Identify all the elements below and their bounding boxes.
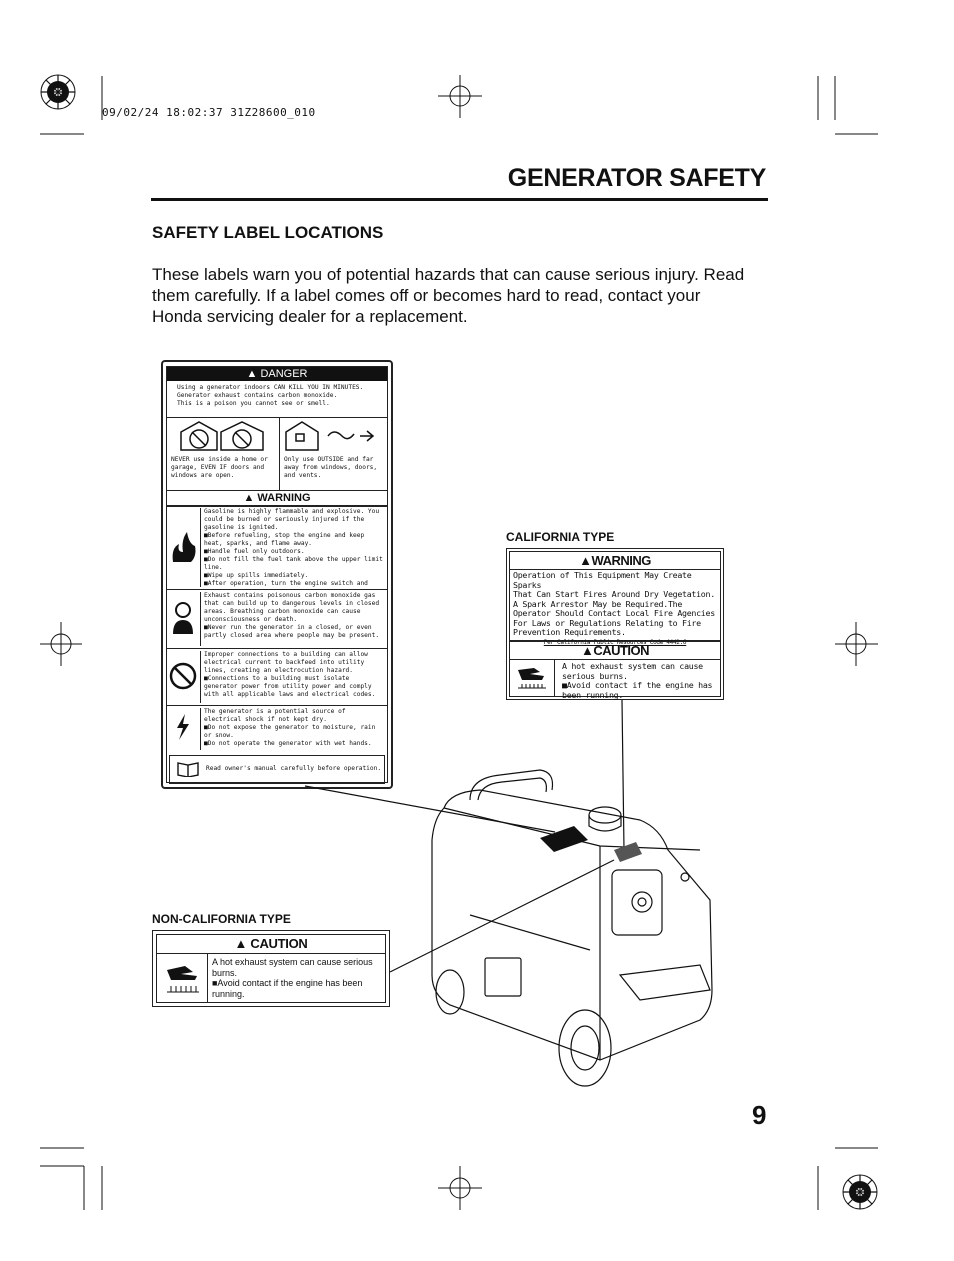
page-title: GENERATOR SAFETY	[507, 164, 766, 192]
exhaust-warning: Exhaust contains poisonous carbon monoxide gas that can build up to dangerous levels in closed areas. Breathing carbon monoxide can cause unconsciousness or death. ■Never run the generator in a closed, or even partly closed area where people may be present.	[167, 589, 387, 648]
carbon-monoxide-icon	[169, 600, 197, 636]
california-warning-header: ▲WARNING	[510, 552, 720, 570]
outside-only-icon	[280, 418, 388, 454]
generator-illustration	[150, 690, 730, 1100]
caution-header: ▲ CAUTION	[157, 935, 385, 954]
no-backfeed-icon	[169, 661, 197, 691]
page-number: 9	[752, 1100, 767, 1130]
backfeed-warning: Improper connections to a building can allow electrical current to backfeed into utility lines, creating an electrocution hazard. ■Connections to a building must isolate generator power from utility power and comply with all applicable laws and electrical codes.	[167, 648, 387, 705]
print-stamp: 09/02/24 18:02:37 31Z28600_010	[102, 106, 316, 119]
section-title: SAFETY LABEL LOCATIONS	[152, 223, 384, 242]
warning-header: ▲ WARNING	[167, 490, 387, 507]
hot-exhaust-hand-icon	[157, 954, 207, 1002]
fire-icon	[169, 526, 197, 566]
california-caution-text: A hot exhaust system can cause serious burns. ■Avoid contact if the engine has been running.	[562, 661, 713, 700]
california-caution-header: ▲CAUTION	[510, 642, 720, 660]
danger-header: ▲ DANGER	[167, 367, 387, 381]
danger-text: Using a generator indoors CAN KILL YOU IN MINUTES. Generator exhaust contains carbon monoxide. This is a poison you cannot see or smell.	[177, 384, 364, 407]
caution-label-non-california	[152, 930, 390, 1007]
caution-text: A hot exhaust system can cause serious burns. ■Avoid contact if the engine has been running.	[212, 957, 373, 999]
hot-surface-hand-icon	[510, 660, 554, 694]
california-type-caption: CALIFORNIA TYPE	[506, 530, 615, 544]
title-rule	[151, 198, 768, 201]
spark-arrestor-text: Operation of This Equipment May Create Sparks That Can Start Fires Around Dry Vegetation. A Spark Arrestor May be Required.The Operator Should Contact Local Fire Agencies For Laws or Regulations Relating to Fire Prevention Requirements. Per California Public Resources Code 4442.6	[513, 570, 715, 646]
no-indoor-garage-icon	[167, 418, 279, 454]
danger-pictograms: NEVER use inside a home or garage, EVEN IF doors and windows are open. Only use OUTSIDE and far away from windows, doors, and vents.	[167, 417, 387, 490]
shock-warning: The generator is a potential source of electrical shock if not kept dry. ■Do not expose the generator to moisture, rain or snow. ■Do not operate the generator with wet hands.	[167, 705, 387, 752]
intro-paragraph: These labels warn you of potential hazards that can cause serious injury. Read them carefully. If a label comes off or becomes hard to read, contact your Honda servicing dealer for a replacement.	[152, 265, 745, 326]
fuel-warning: Gasoline is highly flammable and explosive. You could be burned or seriously injured if the gasoline is ignited. ■Before refueling, stop the engine and keep heat, sparks, and flame away. ■Handle fuel only outdoors. ■Do not fill the fuel tank above the upper limit line. ■Wipe up spills immediately. ■After operation, turn the engine switch and	[167, 505, 387, 589]
manual-notice: Read owner's manual carefully before operation.	[169, 755, 385, 784]
safety-label-california	[506, 548, 724, 700]
non-california-type-caption: NON-CALIFORNIA TYPE	[152, 912, 291, 926]
